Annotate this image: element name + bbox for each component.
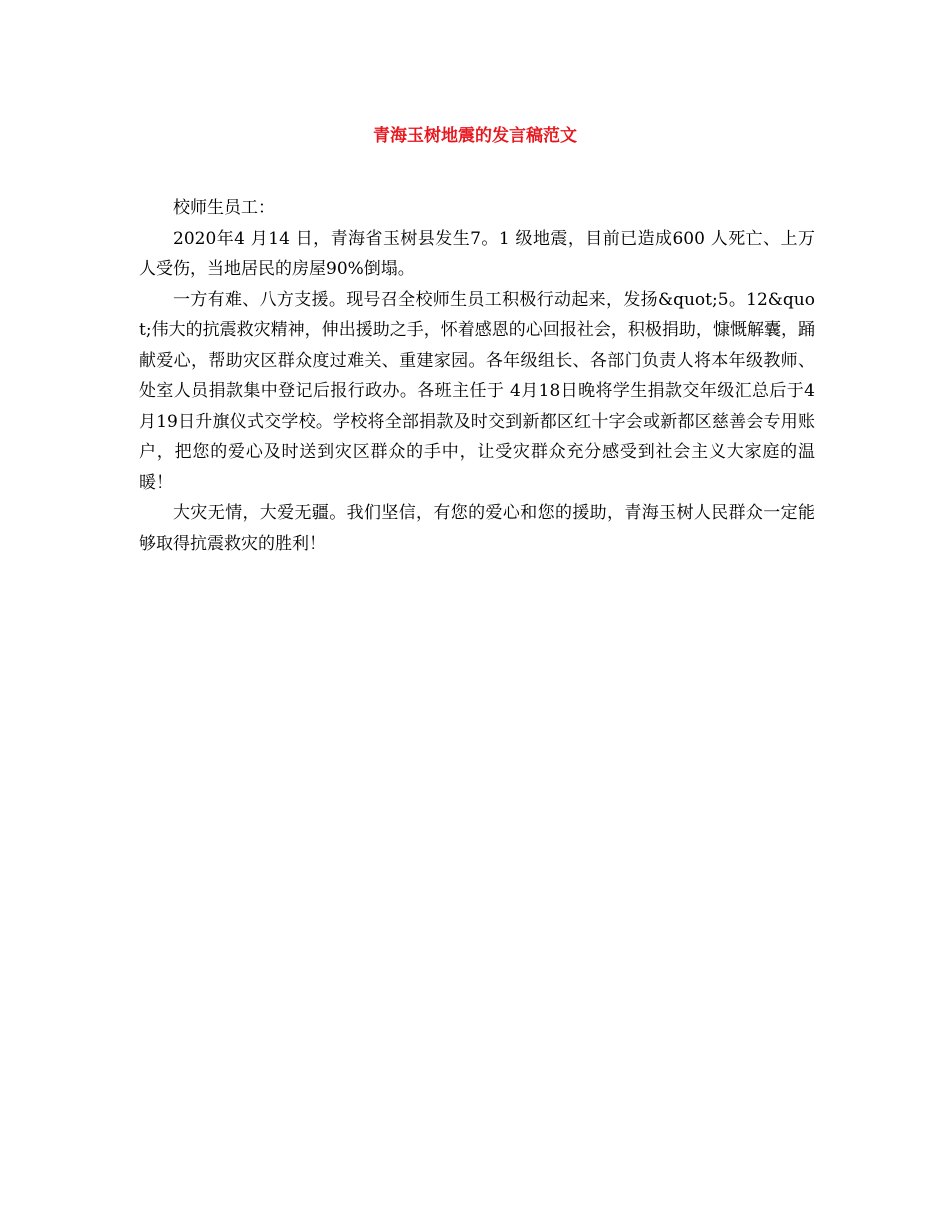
document-body <box>139 193 815 559</box>
event-paragraph: 2020年4 月14 日，青海省玉树县发生7。1 级地震，目前已造成600 人死亡、上万人受伤，当地居民的房屋90%倒塌。 <box>139 228 815 279</box>
closing-paragraph: 大灾无情，大爱无疆。我们坚信，有您的爱心和您的援助，青海玉树人民群众一定能够取得抗震救灾的胜利！ <box>139 503 815 554</box>
appeal-paragraph: 一方有难、八方支援。现号召全校师生员工积极行动起来，发扬&quot;5。12&quot;伟大的抗震救灾精神，伸出援助之手，怀着感恩的心回报社会，积极捐助，慷慨解囊，踊献爱心，帮助灾区群众度过难关、重建家园。各年级组长、各部门负责人将本年级教师、处室人员捐款集中登记后报行政办。各班主任于 4月18日晚将学生捐款交年级汇总后于4月19日升旗仪式交学校。学校将全部捐款及时交到新都区红十字会或新都区慈善会专用账户，把您的爱心及时送到灾区群众的手中，让受灾群众充分感受到社会主义大家庭的温暖！ <box>139 289 815 493</box>
salutation-paragraph: 校师生员工： <box>173 198 275 218</box>
document-title: 青海玉树地震的发言稿范文 <box>373 126 577 146</box>
